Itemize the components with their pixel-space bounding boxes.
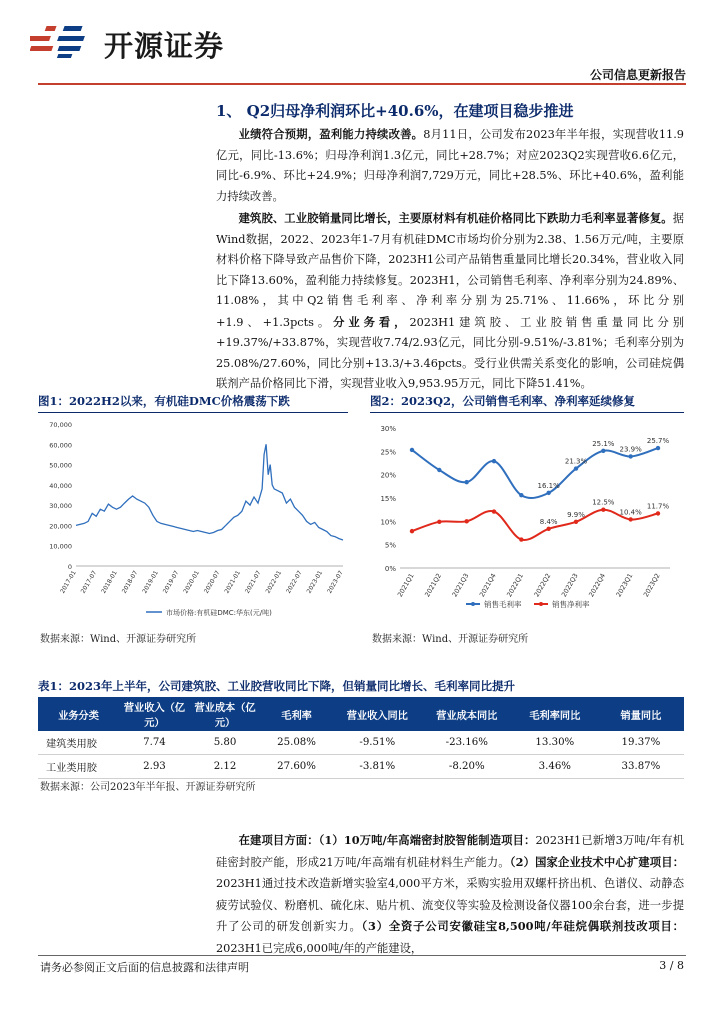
gross-margin-point [519, 493, 523, 497]
paragraph-earnings [216, 124, 684, 207]
y-tick-label: 0 [67, 563, 72, 571]
x-tick-label: 2022Q2 [532, 572, 553, 599]
x-tick-label: 2022-01 [264, 569, 284, 595]
figure1-dmc-price-chart [38, 414, 354, 624]
y-tick-label: 0% [384, 565, 396, 573]
project3-text: 2023H1已完成6,000吨/年的产能建设， [216, 941, 423, 955]
paragraph-segment-text: 2023H1建筑胶、工业胶销售重量同比分别+19.37%/+33.87%，实现营收7.74/2.93亿元，同比分别-9.51%/-3.81%；毛利率分别为25.08%/27.60%，同比分别+13.3/+3.46pcts。受行业供需关系变化的影响，公司硅烷偶联剂产品价格同比下滑，实现营业收入9,953.95万元，同比下降51.41%。 [216, 315, 684, 390]
footer-disclaimer: 请务必参阅正文后面的信息披露和法律声明 [40, 961, 249, 974]
table-header-cell: 营业收入（亿元） [119, 697, 190, 731]
y-tick-label: 70,000 [49, 421, 72, 429]
net-margin-data-label: 8.4% [539, 517, 558, 526]
figure2-title: 图2：2023Q2，公司销售毛利率、净利率延续修复 [370, 393, 684, 413]
table-header-cell: 业务分类 [38, 697, 119, 731]
gross-margin-data-label: 25.1% [592, 439, 615, 448]
net-margin-point [464, 519, 468, 523]
table-cell: 33.87% [598, 755, 684, 779]
paragraph-earnings-lead: 业绩符合预期，盈利能力持续改善。 [238, 127, 424, 141]
table-header-cell: 销量同比 [598, 697, 684, 731]
x-tick-label: 2023Q1 [614, 572, 635, 599]
net-margin-data-label: 12.5% [592, 498, 615, 507]
header-divider [38, 83, 686, 85]
legend-marker [539, 602, 543, 606]
project1-name: （1）10万吨/年高端密封胶智能制造项目： [318, 833, 536, 847]
legend-marker [471, 602, 475, 606]
gross-margin-point [410, 448, 414, 452]
x-tick-label: 2017-01 [59, 569, 78, 595]
net-margin-point [410, 529, 414, 533]
y-tick-label: 10,000 [49, 542, 72, 551]
x-tick-label: 2022Q3 [559, 572, 580, 599]
table-cell: 建筑类用胶 [38, 731, 119, 755]
x-tick-label: 2022-07 [285, 569, 304, 595]
net-margin-data-label: 11.7% [646, 502, 670, 511]
legend-label: 市场价格:有机硅DMC:华东(元/吨) [166, 609, 272, 617]
x-tick-label: 2021Q3 [450, 572, 471, 599]
y-tick-label: 25% [380, 448, 396, 457]
y-tick-label: 30,000 [49, 502, 72, 511]
gross-margin-data-label: 16.1% [537, 481, 560, 490]
table-header-row [38, 697, 684, 731]
section-title: 1、 Q2归母净利润环比+40.6%，在建项目稳步推进 [216, 102, 574, 120]
y-tick-label: 20,000 [49, 522, 72, 531]
x-tick-label: 2023Q2 [641, 572, 662, 599]
y-tick-label: 5% [384, 541, 396, 550]
report-type-label: 公司信息更新报告 [589, 68, 686, 82]
project1-text: 2023H1已新增3万吨/年有机硅密封胶产能，形成21万吨/年高端有机硅材料生产能力。 [216, 834, 684, 869]
table-cell: 27.60% [260, 755, 332, 779]
gross-margin-point [546, 491, 550, 495]
table-header-cell: 毛利率同比 [512, 697, 598, 731]
y-tick-label: 60,000 [49, 441, 72, 450]
net-margin-point [574, 520, 578, 524]
table-cell: 3.46% [512, 755, 598, 779]
legend-label: 销售净利率 [552, 600, 590, 609]
table1-source: 数据来源：公司2023年半年报、开源证券研究所 [40, 782, 256, 793]
gross-margin-point [601, 449, 605, 453]
brand-logo-mark-icon [30, 22, 100, 62]
x-tick-label: 2021Q1 [395, 572, 416, 599]
x-tick-label: 2023-07 [326, 569, 345, 595]
project2-name: （2）国家企业技术中心扩建项目： [509, 854, 684, 869]
x-tick-label: 2017-07 [79, 569, 99, 595]
table-cell: 25.08% [260, 731, 332, 755]
table-cell: 工业类用胶 [38, 755, 119, 779]
net-margin-point [437, 520, 441, 524]
net-margin-point [628, 517, 632, 521]
table-header-cell: 毛利率 [260, 697, 332, 731]
gross-margin-point [464, 480, 468, 484]
paragraph-projects-lead: 在建项目方面： [238, 833, 319, 847]
y-tick-label: 30% [380, 425, 396, 433]
footer-divider [38, 955, 686, 956]
gross-margin-data-label: 23.9% [619, 445, 642, 454]
segment-table [38, 697, 684, 779]
y-tick-label: 15% [380, 495, 396, 503]
paragraph-projects [216, 830, 684, 959]
x-tick-label: 2020-01 [182, 569, 201, 595]
paragraph-margin [216, 208, 684, 395]
brand-name: 开源证券 [104, 29, 225, 63]
gross-margin-data-label: 21.3% [564, 457, 588, 466]
table-cell: 2.12 [190, 755, 261, 779]
paragraph-segment-lead: 分业务看， [333, 314, 410, 329]
gross-margin-line [412, 448, 658, 498]
net-margin-point [546, 527, 550, 531]
figure2-source: 数据来源：Wind、开源证券研究所 [372, 634, 529, 645]
x-tick-label: 2022Q1 [505, 572, 526, 599]
table-cell: -3.81% [333, 755, 422, 779]
table-cell: 2.93 [119, 755, 190, 779]
project2-text: 2023H1通过技术改造新增实验室4,000平方米，采购实验用双螺杆挤出机、色谱仪、动静态疲劳试验仪、粉磨机、硫化床、贴片机、流变仪等实验及检测设备仪器100余台套，进一步提升了公司的研发创新实力。 [216, 877, 684, 933]
y-tick-label: 50,000 [49, 461, 72, 470]
x-tick-label: 2018-07 [120, 569, 140, 595]
x-tick-label: 2021-07 [243, 569, 263, 595]
paragraph-earnings-text: 8月11日，公司发布2023年半年报，实现营收11.9亿元，同比-13.6%；归母净利润1.3亿元，同比+28.7%；对应2023Q2实现营收6.6亿元，同比-6.9%、环比+24.9%；归母净利润7,729万元，同比+28.5%、环比+40.6%，盈利能力持续改善。 [216, 128, 684, 203]
x-tick-label: 2021Q4 [477, 572, 498, 599]
table-cell: -23.16% [422, 731, 512, 755]
gross-margin-point [492, 459, 496, 463]
figure1-title: 图1：2022H2以来，有机硅DMC价格震荡下跌 [38, 393, 348, 413]
table-cell: 7.74 [119, 731, 190, 755]
x-tick-label: 2021Q2 [423, 572, 444, 599]
table-cell: 5.80 [190, 731, 261, 755]
y-tick-label: 10% [380, 518, 396, 527]
x-tick-label: 2019-01 [141, 569, 160, 595]
net-margin-point [601, 507, 605, 511]
legend-label: 销售毛利率 [484, 600, 522, 609]
table-row [38, 755, 684, 779]
figure1-source: 数据来源：Wind、开源证券研究所 [40, 634, 197, 645]
table-cell: -9.51% [333, 731, 422, 755]
table-row [38, 731, 684, 755]
table-header-cell: 营业成本（亿元） [190, 697, 261, 731]
net-margin-point [656, 511, 660, 515]
page-number: 3 / 8 [659, 959, 684, 972]
x-tick-label: 2020-07 [202, 569, 222, 595]
net-margin-data-label: 10.4% [619, 508, 642, 517]
net-margin-point [492, 509, 496, 513]
net-margin-data-label: 9.9% [567, 510, 585, 519]
gross-margin-point [437, 468, 441, 472]
x-tick-label: 2019-07 [161, 569, 181, 595]
gross-margin-point [574, 466, 578, 470]
x-tick-label: 2023-01 [305, 569, 325, 595]
table-cell: 19.37% [598, 731, 684, 755]
x-tick-label: 2018-01 [100, 569, 119, 595]
gross-margin-point [628, 454, 632, 458]
table-cell: 13.30% [512, 731, 598, 755]
figure2-margin-chart [370, 414, 686, 624]
project3-name: （3）全资子公司安徽硅宝8,500吨/年硅烷偶联剂技改项目： [361, 919, 684, 933]
table1-title: 表1：2023年上半年，公司建筑胶、工业胶营收同比下降，但销量同比增长、毛利率同比提升 [38, 679, 516, 693]
table-header-cell: 营业成本同比 [422, 697, 512, 731]
table-cell: -8.20% [422, 755, 512, 779]
x-tick-label: 2021-01 [223, 569, 243, 595]
dmc-price-line [76, 444, 343, 540]
gross-margin-point [656, 446, 660, 450]
paragraph-margin-text: 据Wind数据，2022、2023年1-7月有机硅DMC市场均价分别为2.38、1.56万元/吨，主要原材料价格下降导致产品售价下降，2023H1公司产品销售重量同比增长20.34%，营业收入同比下降13.60%，盈利能力持续修复。2023H1，公司销售毛利率、净利率分别为24.89%、11.08%，其中Q2销售毛利率、净利率分别为25.71%、11.66%，环比分别+1.9、+1.3pcts。 [216, 212, 684, 329]
paragraph-margin-lead: 建筑胶、工业胶销量同比增长，主要原材料有机硅价格同比下跌助力毛利率显著修复。 [238, 211, 673, 225]
y-tick-label: 40,000 [49, 481, 72, 490]
net-margin-point [519, 537, 523, 541]
x-tick-label: 2022Q4 [587, 572, 608, 599]
gross-margin-data-label: 25.7% [646, 437, 670, 446]
table-header-cell: 营业收入同比 [333, 697, 422, 731]
y-tick-label: 20% [380, 471, 396, 480]
